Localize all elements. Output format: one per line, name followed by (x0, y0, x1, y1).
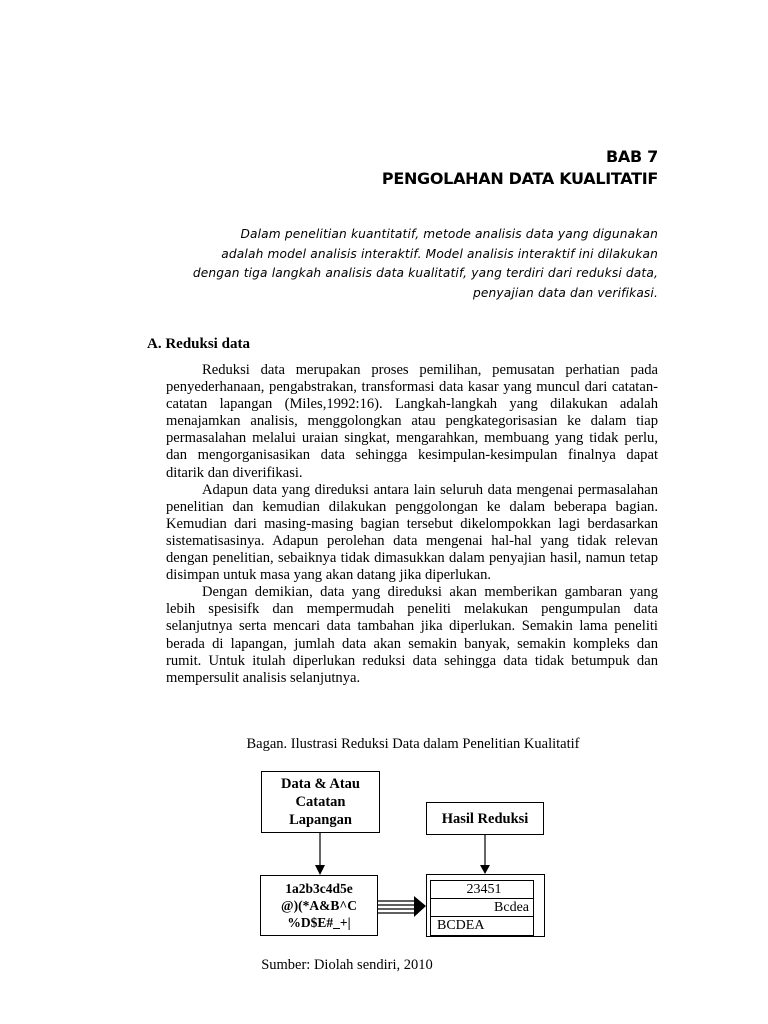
reduced-data-row: Bcdea (431, 899, 533, 917)
abstract-line: adalah model analisis interaktif. Model analisis interaktif ini dilakukan (221, 246, 658, 261)
figure-caption: Bagan. Ilustrasi Reduksi Data dalam Penelitian Kualitatif (246, 736, 580, 752)
chapter-number: BAB 7 (606, 147, 658, 166)
body-paragraph: Adapun data yang direduksi antara lain seluruh data mengenai permasalahan penelitian dan kemudian dilakukan penggolongan ke dalam beberapa bagian. Kemudian dari masing-masing bagian tersebut dikelompokkan lagi berdasarkan sistematisasinya. Adapun perolehan data mengenai hal-hal yang tidak relevan dengan penelitian, sebaiknya tidak dimasukkan dalam penyajian hasil, namun tetap disimpan untuk masa yang akan datang jika diperlukan. (166, 481, 658, 584)
chapter-abstract (160, 225, 658, 303)
chapter-title: PENGOLAHAN DATA KUALITATIF (381, 169, 658, 188)
result-box-label: Hasil Reduksi (441, 810, 529, 827)
reduced-data-table (430, 880, 534, 936)
raw-data-line: 1a2b3c4d5e (285, 881, 353, 896)
section-heading: A. Reduksi data (147, 336, 250, 352)
reduced-data-box (426, 874, 545, 937)
source-box-line: Lapangan (289, 812, 352, 828)
raw-data-box (260, 875, 378, 936)
figure-source-note: Sumber: Diolah sendiri, 2010 (261, 957, 433, 973)
source-box-line: Data & Atau (281, 776, 360, 792)
arrow-right (378, 896, 426, 917)
abstract-line: Dalam penelitian kuantitatif, metode analisis data yang digunakan (240, 227, 658, 241)
source-box-line: Catatan (295, 794, 346, 810)
abstract-line: dengan tiga langkah analisis data kualitatif, yang terdiri dari reduksi data, (192, 266, 658, 280)
reduced-data-row: BCDEA (437, 918, 485, 933)
raw-data-line: %D$E#_+| (287, 915, 351, 930)
arrowhead-down-right (480, 865, 490, 874)
raw-data-line: @)(*A&B^C (281, 898, 357, 913)
section-body (166, 362, 658, 687)
body-paragraph: Dengan demikian, data yang direduksi akan memberikan gambaran yang lebih spesisifk dan mempermudah peneliti melakukan pengumpulan data selanjutnya serta mencari data tambahan jika diperlukan. Semakin lama peneliti berada di lapangan, jumlah data akan semakin banyak, semakin kompleks dan rumit. Untuk itulah diperlukan reduksi data sehingga data tidak betumpuk dan mempersulit analisis selanjutnya. (166, 584, 658, 686)
source-data-box (261, 771, 380, 833)
reduction-result-box (426, 802, 544, 835)
body-paragraph: Reduksi data merupakan proses pemilihan, pemusatan perhatian pada penyederhanaan, pengabstrakan, transformasi data kasar yang muncul dari catatan-catatan lapangan (Miles,1992:16). Langkah-langkah yang dilakukan adalah menajamkan analisis, menggolongkan atau pengkategorisasian ke dalam tiap permasalahan melalui uraian singkat, mengarahkan, membuang yang tidak perlu, dan mengorganisasikan data sehingga kesimpulan-kesimpulan finalnya dapat ditarik dan diverifikasi. (166, 362, 658, 481)
reduced-data-row: 23451 (431, 881, 533, 899)
abstract-line: penyajian data dan verifikasi. (472, 285, 658, 300)
arrowhead-down-left (315, 865, 325, 875)
